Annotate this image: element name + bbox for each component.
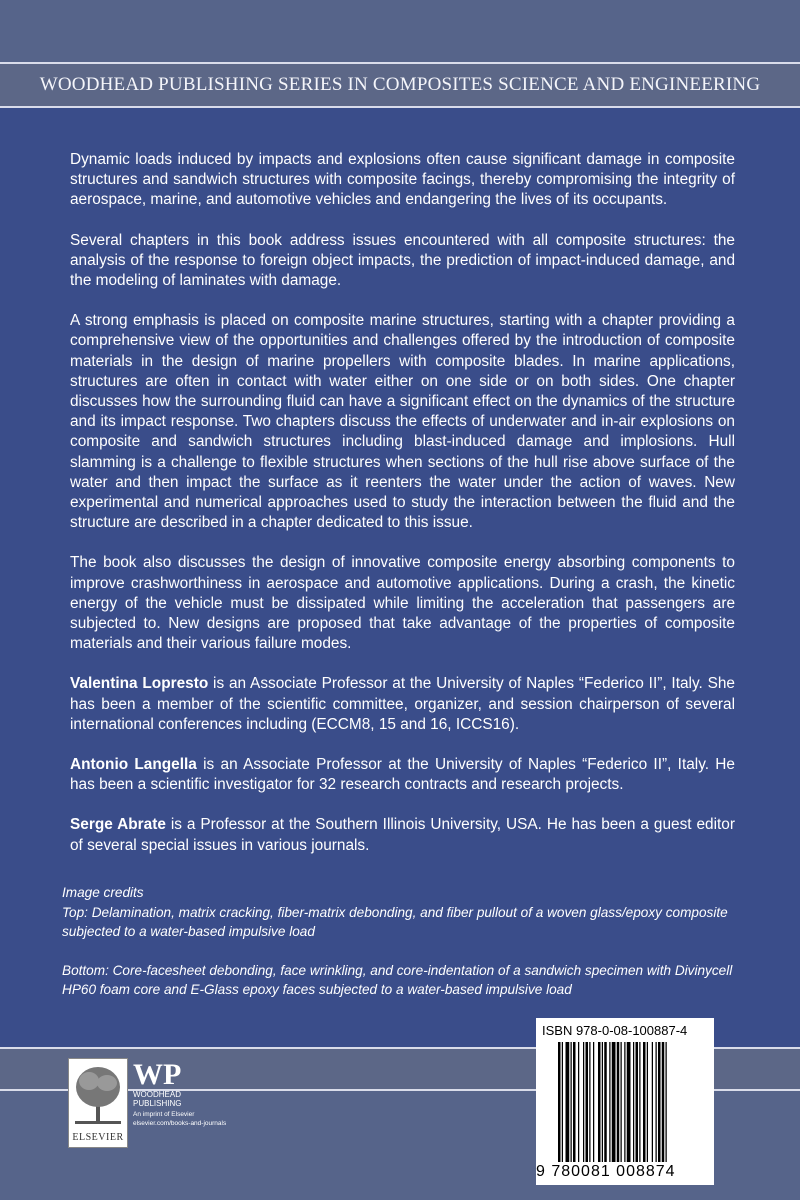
author-bio: is an Associate Professor at the University of Naples “Federico II”, Italy. He has been a scientific investigator for 32 research contracts and research projects. xyxy=(70,756,735,794)
author-bio-abrate xyxy=(70,815,735,855)
barcode-stripe xyxy=(666,1042,667,1162)
barcode-bars xyxy=(558,1042,706,1162)
barcode-stripe xyxy=(656,1042,657,1162)
barcode-stripe xyxy=(573,1042,576,1162)
image-credits xyxy=(62,883,742,1019)
barcode-stripe xyxy=(652,1042,653,1162)
author-name: Antonio Langella xyxy=(70,756,197,774)
elsevier-logo xyxy=(68,1058,128,1148)
barcode-stripe xyxy=(647,1042,648,1162)
series-title: WOODHEAD PUBLISHING SERIES IN COMPOSITES SCIENCE AND ENGINEERING xyxy=(39,74,761,95)
barcode-stripe xyxy=(566,1042,570,1162)
barcode-stripe xyxy=(602,1042,603,1162)
barcode-stripe xyxy=(633,1042,634,1162)
barcode-stripe xyxy=(627,1042,631,1162)
wp-line2: PUBLISHING xyxy=(133,1099,182,1108)
paragraph-3: A strong emphasis is placed on composite marine structures, starting with a chapter providing a comprehensive view of the opportunities and challenges offered by the introduction of composite materials in the design of marine propellers with composite blades. In marine applications, structures are often in contact with water either on one side or on both sides. One chapter discusses how the surrounding fluid can have a significant effect on the dynamics of the structure and its impact response. Two chapters discuss the effects of underwater and in-air explosions on composite and sandwich structures including blast-induced damage and implosions. Hull slamming is a challenge to flexible structures when sections of the hull rise above surface of the water and then impact the surface as it reenters the water under the action of waves. New experimental and numerical approaches used to study the interaction between the fluid and the structure are described in a chapter dedicated to this issue. xyxy=(70,312,735,532)
barcode-stripe xyxy=(604,1042,607,1162)
barcode-stripe xyxy=(639,1042,640,1162)
barcode-digits: 9 780081 008874 xyxy=(536,1163,676,1180)
author-name: Serge Abrate xyxy=(70,816,166,834)
paragraph-4: The book also discusses the design of innovative composite energy absorbing components to improve crashworthiness in aerospace and automotive applications. During a crash, the kinetic energy of the vehicle must be dissipated while limiting the acceleration that passengers are subjected to. New designs are proposed that take advantage of the properties of composite materials and their various failure modes. xyxy=(70,554,735,653)
barcode-stripe xyxy=(624,1042,625,1162)
barcode-stripe xyxy=(586,1042,589,1162)
barcode-stripe xyxy=(593,1042,594,1162)
barcode-stripe xyxy=(598,1042,601,1162)
barcode-box xyxy=(536,1018,714,1185)
credits-heading: Image credits xyxy=(62,885,144,900)
barcode-stripe xyxy=(612,1042,616,1162)
author-name: Valentina Lopresto xyxy=(70,675,209,693)
barcode-stripe xyxy=(662,1042,665,1162)
imprint-text: An imprint of Elsevier xyxy=(133,1111,195,1118)
author-bio-lopresto xyxy=(70,674,735,735)
wp-logo: WP xyxy=(133,1058,182,1091)
barcode-stripe xyxy=(589,1042,590,1162)
elsevier-wordmark: ELSEVIER xyxy=(72,1132,124,1143)
barcode-stripe xyxy=(643,1042,646,1162)
author-bio-langella xyxy=(70,755,735,795)
back-cover-text xyxy=(70,150,735,876)
barcode-stripe xyxy=(636,1042,639,1162)
barcode-stripe xyxy=(571,1042,572,1162)
author-bio: is an Associate Professor at the University of Naples “Federico II”, Italy. She has been a member of the scientific committee, organizer, and session chairperson of several international conferences including (ECCM8, 15 and 16, ICCS16). xyxy=(70,675,735,733)
top-band xyxy=(0,0,800,62)
barcode-stripe xyxy=(658,1042,661,1162)
barcode-stripe xyxy=(578,1042,579,1162)
paragraph-1: Dynamic loads induced by impacts and explosions often cause significant damage in composite structures and sandwich structures with composite facings, thereby compromising the integrity of aerospace, marine, and automotive vehicles and endangering the lives of its occupants. xyxy=(70,151,735,209)
credits-top: Top: Delamination, matrix cracking, fiber-matrix debonding, and fiber pullout of a woven glass/epoxy composite subjected to a water-based impulsive load xyxy=(62,904,728,940)
barcode-stripe xyxy=(617,1042,620,1162)
author-bio: is a Professor at the Southern Illinois University, USA. He has been a guest editor of several special issues in various journals. xyxy=(70,816,735,854)
barcode-stripe xyxy=(562,1042,563,1162)
isbn-label: ISBN 978-0-08-100887-4 xyxy=(542,1023,688,1038)
barcode-stripe xyxy=(609,1042,610,1162)
publisher-url: elsevier.com/books-and-journals xyxy=(133,1120,227,1127)
series-bar xyxy=(0,62,800,108)
tree-icon xyxy=(69,1059,127,1129)
barcode-stripe xyxy=(558,1042,561,1162)
woodhead-logo xyxy=(133,1060,243,1128)
paragraph-2: Several chapters in this book address issues encountered with all composite structures: the analysis of the response to foreign object impacts, the prediction of impact-induced damage, and the modeling of laminates with damage. xyxy=(70,231,735,290)
barcode-stripe xyxy=(621,1042,622,1162)
wp-line1: WOODHEAD xyxy=(133,1090,181,1099)
credits-bottom: Bottom: Core-facesheet debonding, face wrinkling, and core-indentation of a sandwich specimen with Divinycell HP60 foam core and E-Glass epoxy faces subjected to a water-based impulsive load xyxy=(62,962,733,998)
barcode-stripe xyxy=(583,1042,584,1162)
